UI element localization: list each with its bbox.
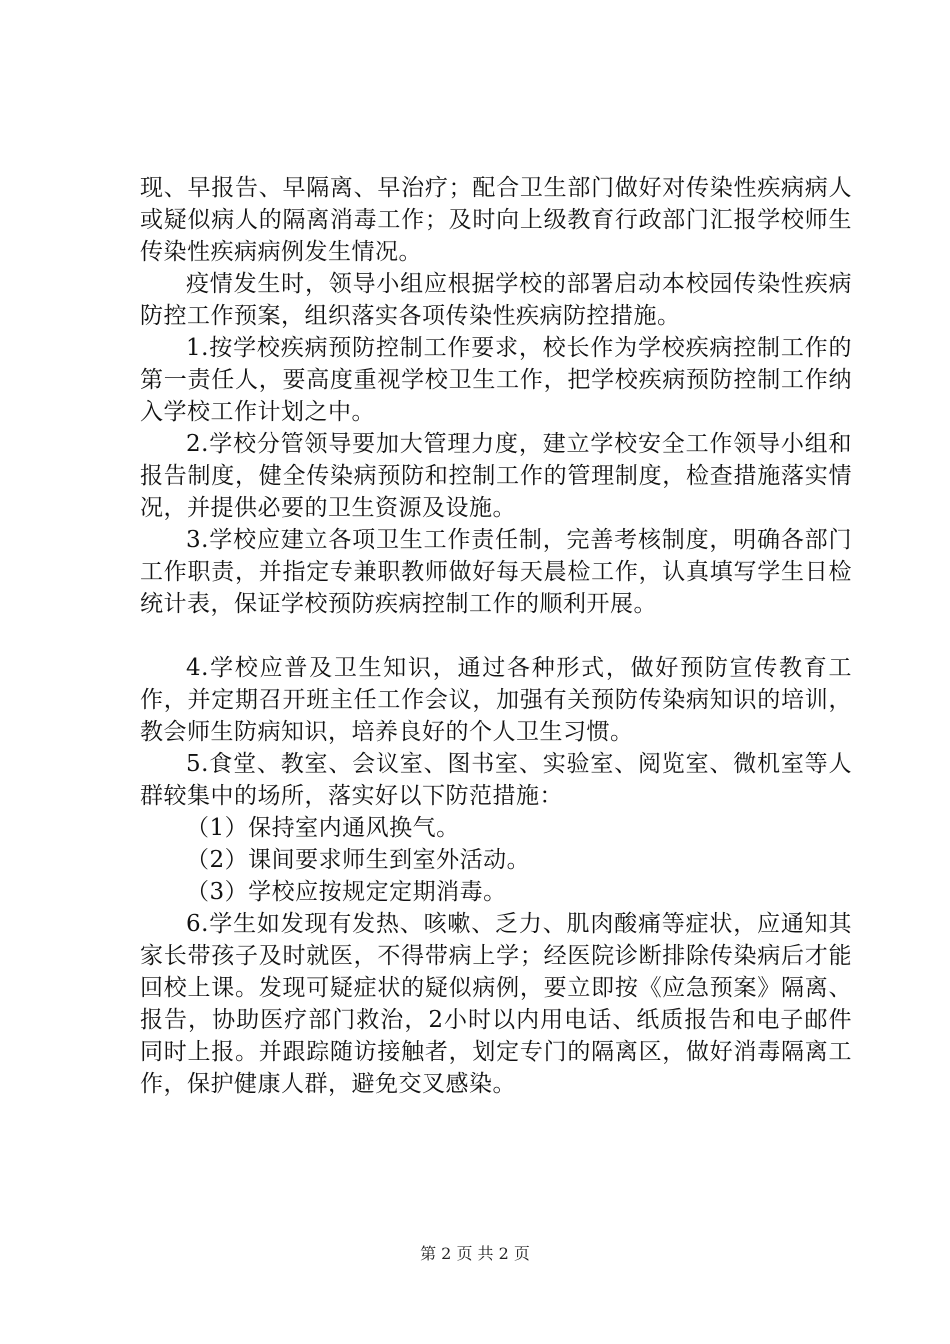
paragraph-item-6: 6.学生如发现有发热、咳嗽、乏力、肌肉酸痛等症状，应通知其家长带孩子及时就医，不得带病上学；经医院诊断排除传染病后才能回校上课。发现可疑症状的疑似病例，要立即按《应急预案》隔离、报告，协助医疗部门救治，2小时以内用电话、纸质报告和电子邮件同时上报。并跟踪随访接触者，划定专门的隔离区，做好消毒隔离工作，保护健康人群，避免交叉感染。 xyxy=(140,911,852,1097)
paragraph-outbreak-response: 疫情发生时，领导小组应根据学校的部署启动本校园传染性疾病防控工作预案，组织落实各项传染性疾病防控措施。 xyxy=(140,271,852,329)
paragraph-item-1: 1.按学校疾病预防控制工作要求，校长作为学校疾病控制工作的第一责任人，要高度重视学校卫生工作，把学校疾病预防控制工作纳入学校工作计划之中。 xyxy=(140,335,852,425)
paragraph-item-5: 5.食堂、教室、会议室、图书室、实验室、阅览室、微机室等人群较集中的场所，落实好以下防范措施： xyxy=(140,751,852,809)
paragraph-item-3: 3.学校应建立各项卫生工作责任制，完善考核制度，明确各部门工作职责，并指定专兼职教师做好每天晨检工作，认真填写学生日检统计表，保证学校预防疾病控制工作的顺利开展。 xyxy=(140,527,852,617)
paragraph-item-4: 4.学校应普及卫生知识，通过各种形式，做好预防宣传教育工作，并定期召开班主任工作会议，加强有关预防传染病知识的培训，教会师生防病知识，培养良好的个人卫生习惯。 xyxy=(140,655,852,745)
sub-item-3: （3）学校应按规定定期消毒。 xyxy=(186,879,507,905)
document-body xyxy=(140,172,852,1100)
page-number-footer: 第 2 页 共 2 页 xyxy=(420,1244,530,1263)
sub-item-1: （1）保持室内通风换气。 xyxy=(186,815,460,841)
paragraph-continuation: 现、早报告、早隔离、早治疗；配合卫生部门做好对传染性疾病病人或疑似病人的隔离消毒工作；及时向上级教育行政部门汇报学校师生传染性疾病病例发生情况。 xyxy=(140,175,852,265)
sub-item-2: （2）课间要求师生到室外活动。 xyxy=(186,847,531,873)
paragraph-item-2: 2.学校分管领导要加大管理力度，建立学校安全工作领导小组和报告制度，健全传染病预防和控制工作的管理制度，检查措施落实情况，并提供必要的卫生资源及设施。 xyxy=(140,431,852,521)
